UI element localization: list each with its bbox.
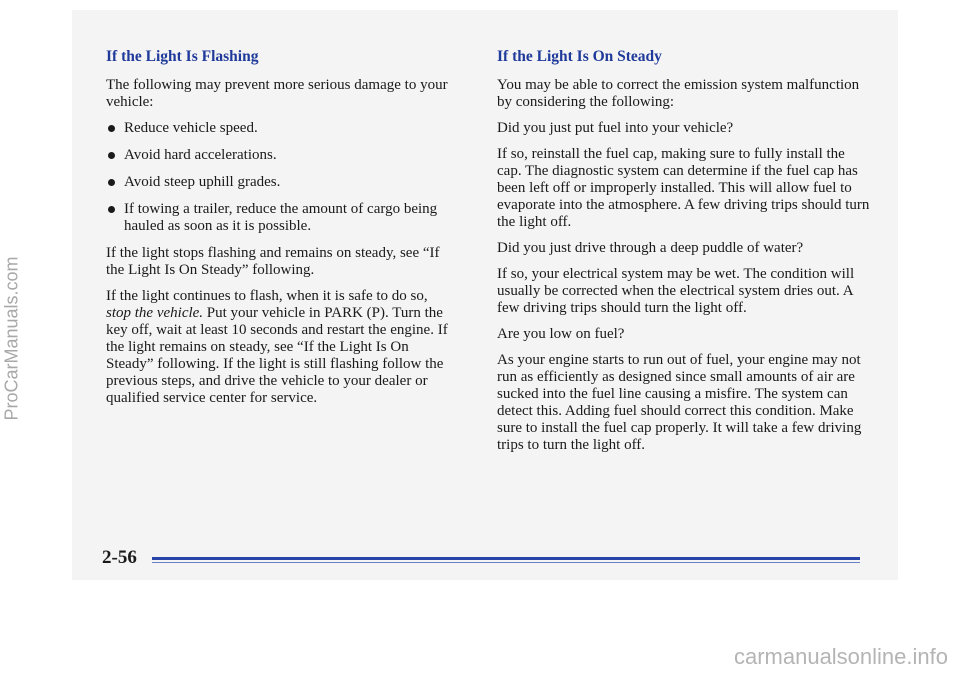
side-watermark: ProCarManuals.com [1,255,22,421]
bullet-icon [108,179,115,186]
footer-watermark: carmanualsonline.info [733,644,948,669]
body-paragraph: Did you just drive through a deep puddle of water? [497,240,804,256]
list-item: Reduce vehicle speed. [106,120,451,137]
heading-light-steady: If the Light Is On Steady [497,48,662,65]
bullet-icon [108,152,115,159]
list-item: Avoid hard accelerations. [106,147,451,164]
page-number: 2-56 [102,547,137,568]
body-paragraph: If so, your electrical system may be wet. The condition will usually be corrected when the electrical system dries out. A few driving trips should turn the light off. [497,266,855,316]
steady-reference-paragraph: If the light stops flashing and remains on steady, see “If the Light Is On Steady” following. [106,245,440,278]
body-paragraph: If so, reinstall the fuel cap, making sure to fully install the cap. The diagnostic system can determine if the fuel cap has been left off or improperly installed. This will allow fuel to evaporate into the atmosphere. A few driving trips should turn the light off. [497,146,870,230]
list-item: Avoid steep uphill grades. [106,174,451,191]
body-paragraph: As your engine starts to run out of fuel, your engine may not run as efficiently as designed since small amounts of air are sucked into the fuel line causing a misfire. The system can detect this. Adding fuel should correct this condition. Make sure to install the fuel cap properly. It will take a few driving trips to turn the light off. [497,352,862,453]
body-paragraph: Are you low on fuel? [497,326,625,342]
list-item: If towing a trailer, reduce the amount of cargo being hauled as soon as it is possible. [106,201,451,235]
continues-flashing-paragraph: If the light continues to flash, when it is safe to do so, stop the vehicle. Put your vehicle in PARK (P). Turn the key off, wait at least 10 seconds and restart the engine. If the light remains on steady, see “If the Light Is On Steady” following. If the light is still flashing follow the previous steps, and drive the vehicle to your dealer or qualified service center for service. [106,288,448,406]
bullet-icon [108,206,115,213]
body-paragraph: Did you just put fuel into your vehicle? [497,120,734,136]
bullet-list [106,120,451,235]
right-column [497,10,872,463]
bullet-icon [108,125,115,132]
intro-paragraph: The following may prevent more serious damage to your vehicle: [106,77,448,110]
body-paragraph: You may be able to correct the emission system malfunction by considering the following: [497,77,860,110]
manual-page [72,10,898,580]
footer-rule [152,557,860,560]
stop-vehicle-emphasis: stop the vehicle. [106,305,204,321]
heading-light-flashing: If the Light Is Flashing [106,48,259,65]
footer-rule-thin [152,562,860,563]
left-column [106,10,451,416]
